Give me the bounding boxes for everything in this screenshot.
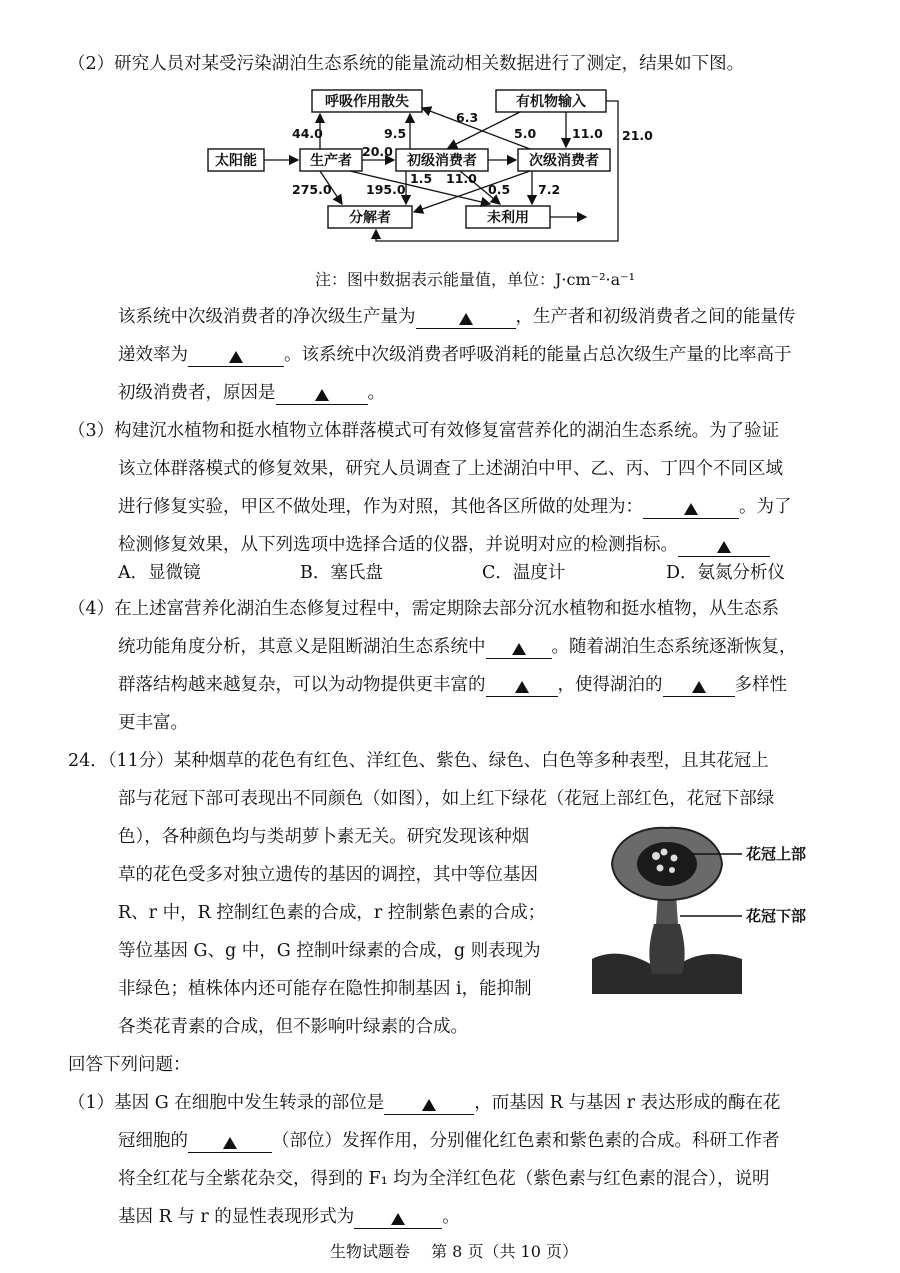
q24-line-7: 非绿色；植株体内还可能存在隐性抑制基因 i，能抑制 [118,979,532,999]
q4-line-3: 群落结构越来越复杂，可以为动物提供更丰富的 ，使得湖泊的 多样性 [118,675,787,695]
q24-line-8: 各类花青素的合成，但不影响叶绿素的合成。 [118,1017,468,1037]
page-footer: 生物试题卷 第 8 页（共 10 页） [330,1242,578,1261]
option-a: A．显微镜 [118,563,201,583]
q3-line-1: （3）构建沉水植物和挺水植物立体群落模式可有效修复富营养化的湖泊生态系统。为了验证 [68,421,780,441]
q24-p1-line-3: 将全红花与全紫花杂交，得到的 F₁ 均为全洋红色花（紫色素与红色素的混合），说明 [118,1169,770,1189]
q3-line-2: 该立体群落模式的修复效果，研究人员调查了上述湖泊中甲、乙、丙、丁四个不同区域 [118,459,783,479]
q24-line-4: 草的花色受多对独立遗传的基因的调控，其中等位基因 [118,865,538,885]
option-c: C．温度计 [482,563,566,583]
organic-input-label: 有机物输入 [516,94,586,110]
q24-p1-line-4: 基因 R 与 r 的显性表现形式为 。 [118,1207,460,1227]
lower-corolla-label: 花冠下部 [746,907,807,925]
q2-line-2: 递效率为 。该系统中次级消费者呼吸消耗的能量占总次级生产量的比率高于 [118,345,792,365]
decomposer-label: 分解者 [349,210,391,226]
answer-blank[interactable] [276,382,368,405]
q2-line-1: 该系统中次级消费者的净次级生产量为 ，生产者和初级消费者之间的能量传 [118,307,796,327]
value-5: 5.0 [514,126,537,141]
q24-line-3: 色），各种颜色均与类胡萝卜素无关。研究发现该种烟 [118,827,530,847]
answer-blank[interactable] [663,674,735,697]
q24-p1-line-2: 冠细胞的 （部位）发挥作用，分别催化红色素和紫色素的合成。科研工作者 [118,1131,780,1151]
value-21: 21.0 [622,128,653,143]
answer-heading: 回答下列问题： [68,1055,191,1075]
value-7-2: 7.2 [538,182,561,197]
value-275: 275.0 [292,182,332,197]
value-11: 11.0 [572,126,603,141]
secondary-consumer-label: 次级消费者 [529,153,599,169]
q24-line-2: 部与花冠下部可表现出不同颜色（如图），如上红下绿花（花冠上部红色，花冠下部绿 [118,789,775,809]
value-9-5: 9.5 [384,126,407,141]
q24-line-6: 等位基因 G、g 中，G 控制叶绿素的合成，g 则表现为 [118,941,541,961]
answer-blank[interactable] [486,636,552,659]
value-44: 44.0 [292,126,323,141]
q3-line-4: 检测修复效果，从下列选项中选择合适的仪器，并说明对应的检测指标。 [118,533,770,557]
option-b: B．塞氏盘 [300,563,383,583]
tobacco-flower-photo [592,824,742,994]
q24-line-5: R、r 中，R 控制红色素的合成，r 控制紫色素的合成； [118,903,546,923]
q4-line-2: 统功能角度分析，其意义是阻断湖泊生态系统中 。随着湖泊生态系统逐渐恢复， [118,637,797,657]
value-20: 20.0 [362,144,393,159]
primary-consumer-label: 初级消费者 [407,153,477,169]
answer-blank[interactable] [384,1092,474,1115]
value-195: 195.0 [366,182,406,197]
answer-blank[interactable] [643,496,739,519]
answer-blank[interactable] [486,674,558,697]
q3-line-3: 进行修复实验，甲区不做处理，作为对照，其他各区所做的处理为： 。为了 [118,497,792,517]
q24-p1-line-1: （1）基因 G 在细胞中发生转录的部位是 ，而基因 R 与基因 r 表达形成的酶在花 [68,1093,781,1113]
q24-line-1: 24．（11分）某种烟草的花色有红色、洋红色、紫色、绿色、白色等多种表型，且其花冠上 [68,751,769,771]
answer-blank[interactable] [416,306,516,329]
answer-blank[interactable] [678,534,770,557]
producer-label: 生产者 [310,153,352,169]
upper-corolla-label: 花冠上部 [746,845,807,863]
energy-flow-diagram [200,86,653,251]
q2-line-3: 初级消费者，原因是 。 [118,383,385,403]
sun-label: 太阳能 [215,153,257,169]
value-11b: 11.0 [446,171,477,186]
unused-label: 未利用 [487,210,529,226]
option-d: D．氨氮分析仪 [666,563,786,583]
value-0-5: 0.5 [488,182,511,197]
answer-blank[interactable] [354,1206,442,1229]
q4-line-1: （4）在上述富营养化湖泊生态修复过程中，需定期除去部分沉水植物和挺水植物，从生态系 [68,599,780,619]
answer-blank[interactable] [188,344,284,367]
answer-blank[interactable] [188,1130,272,1153]
diagram-note: 注：图中数据表示能量值，单位：J·cm⁻²·a⁻¹ [315,270,635,289]
q4-line-4: 更丰富。 [118,713,188,733]
value-1-5: 1.5 [410,171,433,186]
q2-intro: （2）研究人员对某受污染湖泊生态系统的能量流动相关数据进行了测定，结果如下图。 [68,54,745,74]
value-6-3: 6.3 [456,110,479,125]
respiration-label: 呼吸作用散失 [325,94,409,110]
